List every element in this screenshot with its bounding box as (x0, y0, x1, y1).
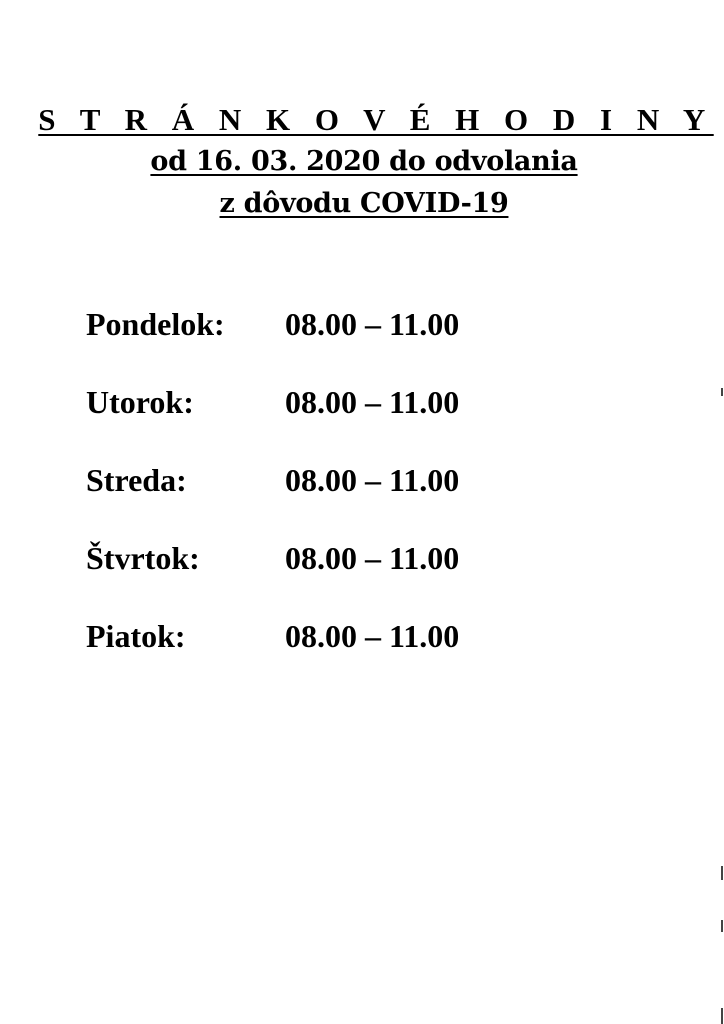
day-label: Streda: (86, 462, 187, 498)
subtitle-date-range: od 16. 03. 2020 do odvolania (150, 146, 578, 177)
time-range: 08.00 – 11.00 (285, 306, 460, 342)
scan-edge-mark (721, 388, 723, 396)
office-hours-list (86, 304, 646, 694)
day-label: Utorok: (86, 384, 194, 420)
scan-edge-mark (721, 1008, 723, 1024)
page-title: S T R Á N K O V É H O D I N Y (38, 102, 714, 137)
hours-row-tuesday (86, 382, 646, 460)
time-range: 08.00 – 11.00 (285, 462, 460, 498)
hours-row-monday (86, 304, 646, 382)
hours-row-friday (86, 616, 646, 694)
subtitle-reason: z dôvodu COVID-19 (219, 188, 509, 219)
day-label: Štvrtok: (86, 540, 200, 576)
hours-row-thursday (86, 538, 646, 616)
day-label: Pondelok: (86, 306, 225, 342)
time-range: 08.00 – 11.00 (285, 384, 460, 420)
scan-edge-mark (721, 866, 723, 880)
scan-edge-mark (721, 920, 723, 932)
day-label: Piatok: (86, 618, 186, 654)
time-range: 08.00 – 11.00 (285, 618, 460, 654)
time-range: 08.00 – 11.00 (285, 540, 460, 576)
hours-row-wednesday (86, 460, 646, 538)
